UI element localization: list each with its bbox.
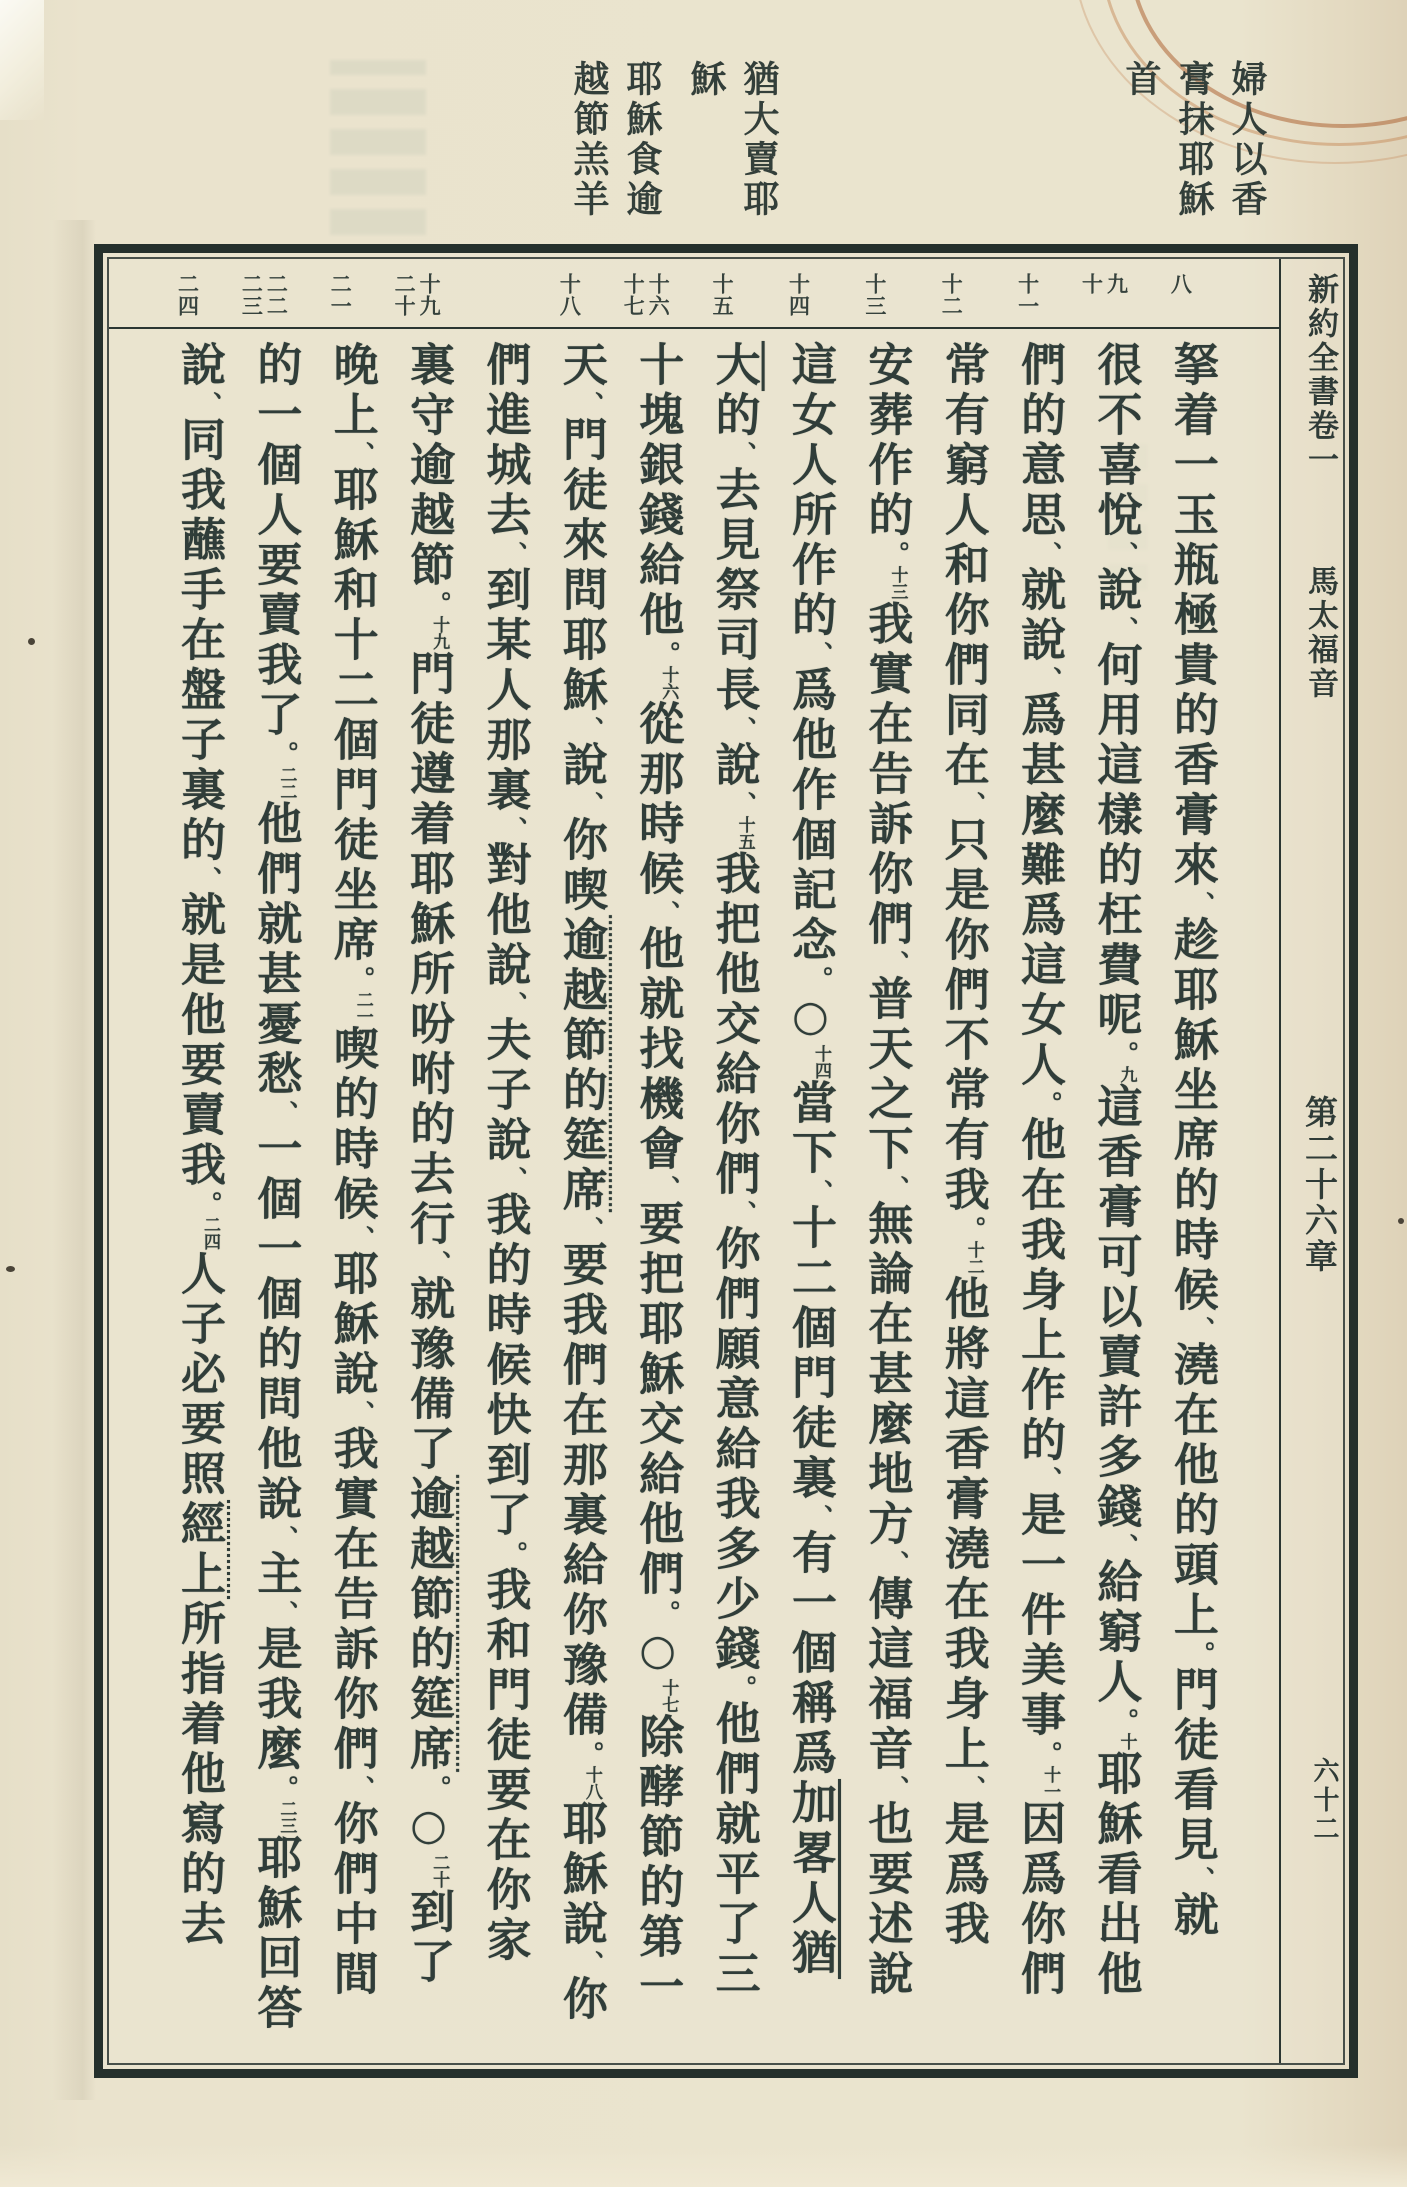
punctuation: 、 (728, 716, 758, 741)
scripture-text: 的一個人要賣我了 (249, 341, 303, 741)
punctuation: 。 (499, 1541, 529, 1566)
scripture-text: 你們願意給我多少錢 (707, 1225, 761, 1675)
scripture-text: 是爲我 (936, 1800, 990, 1950)
punctuation: 、 (499, 1166, 529, 1191)
bleed-through-ghost (330, 60, 426, 235)
page-number: 六十二 (1309, 1757, 1339, 1844)
scripture-text: 普天之下 (860, 975, 914, 1175)
text-column (1156, 341, 1229, 2063)
gospel-title: 馬太福音 (1302, 565, 1338, 701)
scripture-text: 從那時候 (631, 700, 685, 900)
margin-note-column: 猶大賣耶 (738, 60, 779, 220)
punctuation: 、 (1186, 891, 1216, 916)
scripture-text: 同我蘸手在盤子裏的 (173, 416, 226, 866)
text-column (545, 341, 618, 2063)
verse-number: 十三 (862, 273, 887, 317)
ink-speck (28, 638, 35, 645)
scripture-text: 我的時候快到了 (478, 1191, 532, 1541)
punctuation: 、 (957, 1775, 987, 1800)
scripture-text: 只是你們不常有我 (936, 816, 990, 1216)
scripture-text: 耶穌和十二個門徒坐席 (325, 466, 379, 966)
punctuation: 。 (270, 1775, 300, 1800)
page-gutter-shadow (52, 220, 96, 2100)
scripture-text: 這女人所作的 (784, 341, 837, 641)
punctuation: 、 (194, 391, 223, 416)
scripture-text: 因爲你們 (1013, 1800, 1067, 2000)
scripture-text: 們進城去 (478, 341, 532, 541)
verse-number-cell (380, 273, 453, 327)
proper-name-text: 加畧人猶 (784, 1779, 837, 1979)
section-circle: ○ (786, 991, 835, 1045)
punctuation: 、 (1034, 1466, 1064, 1491)
margin-note-column: 穌 (685, 60, 726, 100)
scripture-text: 門徒看見 (1165, 1666, 1219, 1866)
punctuation: 、 (423, 1250, 453, 1275)
text-column (239, 341, 312, 2063)
verse-number: 九 (1104, 273, 1129, 295)
verse-number: 二三 (239, 273, 264, 317)
verse-number: 二十 (392, 273, 417, 317)
scripture-text: 耶穌說 (554, 1800, 608, 1950)
scripture-text: 耶穌回答 (249, 1834, 303, 2034)
punctuation: 。 (575, 1741, 605, 1766)
margin-note-column: 越節羔羊 (568, 60, 609, 220)
text-column (850, 341, 923, 2063)
scripture-text: 十塊銀錢給他 (631, 341, 685, 641)
section-circle: ○ (633, 1625, 683, 1679)
page-bottom-edge (0, 2145, 1407, 2187)
scripture-text: 澆在他的頭上 (1165, 1341, 1219, 1641)
scripture-text: 你 (554, 1975, 608, 2025)
scripture-text: 要把耶穌交給他們 (631, 1200, 685, 1600)
inline-verse-marker: 十七 (658, 1679, 679, 1713)
ink-speck (6, 1266, 15, 1272)
inline-verse-marker: 九 (1116, 1066, 1137, 1083)
scripture-text: 爲甚麼難爲這女人 (1013, 691, 1067, 1091)
margin-note-passover-lamb (566, 60, 663, 220)
page-frame (94, 244, 1358, 2078)
punctuation: 、 (728, 441, 758, 466)
inline-verse-marker: 十二 (963, 1241, 984, 1275)
inline-verse-marker: 二十 (429, 1854, 450, 1888)
chapter-heading: 第二十六章 (1300, 1095, 1339, 1275)
scripture-text: 我和門徒要在你家 (478, 1566, 532, 1966)
scripture-text: 就是他要賣我 (173, 891, 226, 1191)
scripture-text: 說 (707, 741, 761, 791)
scripture-text: 我把他交給你們 (707, 850, 761, 1200)
punctuation: 、 (575, 716, 605, 741)
inline-verse-marker: 十八 (581, 1766, 602, 1800)
punctuation: 。 (652, 641, 682, 666)
margin-note-column: 首 (1120, 60, 1161, 100)
text-column (316, 341, 389, 2063)
scripture-text: 是一件美事 (1013, 1491, 1067, 1741)
verse-number: 十四 (786, 273, 811, 317)
punctuation: 、 (575, 391, 605, 416)
verse-number-cell (762, 273, 835, 327)
scripture-text: 我實在告訴你們 (860, 600, 914, 950)
scripture-text: 耶穌看出他 (1089, 1750, 1143, 2000)
scripture-text: 無論在甚麼地方 (860, 1200, 914, 1550)
scripture-text: 給窮人 (1089, 1558, 1143, 1708)
verse-number-cell (686, 273, 759, 327)
punctuation: 、 (881, 950, 911, 975)
inline-verse-marker: 十三 (887, 566, 908, 600)
margin-note-column: 耶穌食逾 (621, 60, 662, 220)
verse-number-row (109, 259, 1279, 329)
punctuation: 、 (652, 1175, 682, 1200)
punctuation: 、 (270, 1525, 300, 1550)
scripture-text: 人子必要照 (173, 1250, 226, 1500)
verse-number-cell (915, 273, 988, 327)
verse-number-cell (304, 273, 377, 327)
punctuation: 、 (1186, 1316, 1216, 1341)
punctuation: 、 (575, 1216, 605, 1241)
inline-verse-marker: 二三 (276, 1800, 297, 1834)
verse-number: 十七 (621, 273, 646, 317)
scripture-text: 你喫 (554, 816, 608, 916)
scripture-text: 他將這香膏澆在我身上 (936, 1275, 990, 1775)
scripture-text: 對他說 (478, 841, 532, 991)
scripture-text: 當下 (784, 1079, 837, 1179)
scripture-text: 說 (1089, 566, 1143, 616)
scripture-text: 除酵節的第一 (631, 1713, 685, 2013)
verse-number: 十九 (417, 273, 442, 317)
dotted-marked-text: 逾越節的筵席 (554, 916, 608, 1216)
scripture-text: 他在我身上作的 (1013, 1116, 1067, 1466)
inline-verse-marker: 二一 (352, 991, 373, 1025)
verse-number: 十六 (646, 273, 671, 317)
punctuation: 、 (1110, 1533, 1140, 1558)
margin-note-woman-anoints (1118, 60, 1268, 220)
text-column (927, 341, 1000, 2063)
scripture-text: 說 (554, 741, 608, 791)
punctuation: 、 (805, 641, 834, 666)
inline-verse-marker: 二二 (276, 766, 297, 800)
scripture-text: 你們中間 (325, 1800, 379, 2000)
text-columns (109, 331, 1279, 2063)
scripture-text: 他們就甚憂愁 (249, 800, 303, 1100)
punctuation: 、 (346, 441, 376, 466)
punctuation: 、 (805, 1504, 834, 1529)
scripture-text: 到某人那裏 (478, 566, 532, 816)
punctuation: 、 (1034, 666, 1064, 691)
scripture-text: 門徒來問耶穌 (554, 416, 608, 716)
verse-number: 八 (1168, 273, 1193, 295)
text-column (621, 341, 694, 2063)
scripture-text: 裏守逾越節 (402, 341, 456, 591)
punctuation: 。 (881, 541, 911, 566)
scripture-text: 爲他作個記念 (784, 666, 837, 966)
text-column (1003, 341, 1076, 2063)
scripture-text: 的 (707, 391, 761, 441)
scripture-text: 他就找機會 (631, 925, 685, 1175)
scripture-text: 耶穌說 (325, 1250, 379, 1400)
punctuation: 、 (499, 541, 529, 566)
text-column (1080, 341, 1153, 2063)
punctuation: 。 (423, 1775, 453, 1800)
ink-speck (1398, 1218, 1404, 1224)
punctuation: 。 (1034, 1091, 1064, 1116)
verse-number-cell (151, 273, 224, 327)
punctuation: 、 (499, 816, 529, 841)
punctuation: 。 (423, 591, 453, 616)
punctuation: 、 (881, 1550, 911, 1575)
punctuation: 、 (346, 1400, 376, 1425)
scripture-text: 天 (554, 341, 608, 391)
text-column (698, 341, 771, 2063)
punctuation: 、 (1186, 1866, 1216, 1891)
verse-number: 十 (1079, 273, 1104, 295)
verse-number: 十二 (939, 273, 964, 317)
scripture-text: 他們就平了三 (707, 1700, 761, 2000)
verse-number-cell (227, 273, 300, 327)
punctuation: 、 (728, 1200, 758, 1225)
punctuation: 、 (1110, 541, 1140, 566)
punctuation: 。 (957, 1216, 987, 1241)
verse-number-cell (533, 273, 606, 327)
verse-number-cell (609, 273, 682, 327)
punctuation: 。 (1034, 1741, 1064, 1766)
punctuation: 。 (652, 1600, 682, 1625)
scripture-text: 夫子說 (478, 1016, 532, 1166)
scripture-text: 傳這福音 (860, 1575, 914, 1775)
verse-number-cell (838, 273, 911, 327)
punctuation: 、 (346, 1775, 376, 1800)
verse-number-cell (1068, 273, 1141, 327)
adjacent-page-sliver (0, 0, 44, 120)
scripture-text: 有一個稱爲 (784, 1529, 837, 1779)
verse-number: 十一 (1015, 273, 1040, 317)
punctuation: 、 (805, 1179, 834, 1204)
inline-verse-marker: 十一 (1040, 1766, 1061, 1800)
proper-name-text: 大 (707, 341, 761, 391)
title-column (1279, 259, 1343, 2063)
scripture-text: 是我麼 (249, 1625, 303, 1775)
punctuation: 、 (194, 866, 223, 891)
scripture-text: 何用這樣的枉費呢 (1089, 641, 1143, 1041)
verse-number-cell (1144, 273, 1217, 327)
verse-number-cell (457, 273, 530, 327)
scripture-text: 去見祭司長 (707, 466, 761, 716)
text-column (469, 341, 542, 2063)
punctuation: 。 (346, 966, 376, 991)
scripture-text: 安葬作的 (860, 341, 914, 541)
scripture-text: 我實在告訴你們 (325, 1425, 379, 1775)
inline-verse-marker: 十 (1116, 1733, 1137, 1750)
scripture-text: 這香膏可以賣許多錢 (1089, 1083, 1143, 1533)
inline-verse-marker: 十九 (429, 616, 450, 650)
margin-note-column: 膏抹耶穌 (1173, 60, 1214, 220)
text-body (109, 259, 1279, 2063)
punctuation: 。 (194, 1191, 223, 1216)
punctuation: 、 (881, 1175, 911, 1200)
verse-number: 二一 (328, 273, 353, 317)
scripture-text: 們的意思 (1013, 341, 1067, 541)
section-circle: ○ (404, 1800, 454, 1854)
punctuation: 。 (1110, 1041, 1140, 1066)
scripture-text: 說 (173, 341, 226, 391)
scripture-text: 一個一個的問他說 (249, 1125, 303, 1525)
punctuation: 、 (1034, 541, 1064, 566)
inline-verse-marker: 十四 (811, 1045, 831, 1079)
inline-verse-marker: 十五 (734, 816, 755, 850)
scripture-text: 要我們在那裏給你豫備 (554, 1241, 608, 1741)
punctuation: 。 (805, 966, 834, 991)
scripture-text: 就說 (1013, 566, 1067, 666)
punctuation: 、 (575, 791, 605, 816)
punctuation: 、 (270, 1100, 300, 1125)
verse-number: 二二 (264, 273, 289, 317)
punctuation: 、 (728, 791, 758, 816)
scripture-text: 十二個門徒裏 (784, 1204, 837, 1504)
margin-note-column: 婦人以香 (1226, 60, 1267, 220)
punctuation: 、 (499, 991, 529, 1016)
punctuation: 、 (1110, 616, 1140, 641)
punctuation: 。 (1186, 1641, 1216, 1666)
text-column (163, 341, 236, 2063)
text-column (392, 341, 465, 2063)
text-column (774, 341, 847, 2063)
verse-number: 二四 (175, 273, 200, 317)
book-title: 新約全書卷一 (1302, 273, 1338, 477)
dotted-marked-text: 經上 (173, 1500, 226, 1600)
dotted-marked-text: 逾越節的筵席 (402, 1475, 456, 1775)
scripture-text: 常有窮人和你們同在 (936, 341, 990, 791)
scripture-text: 到了 (402, 1888, 456, 1988)
punctuation: 、 (652, 900, 682, 925)
scripture-text: 門徒遵着耶穌所吩咐的去行 (402, 650, 456, 1250)
punctuation: 。 (728, 1675, 758, 1700)
margin-note-judas-sells (683, 60, 780, 220)
scripture-text: 趁耶穌坐席的時候 (1165, 916, 1219, 1316)
punctuation: 、 (881, 1775, 911, 1800)
punctuation: 。 (1110, 1708, 1140, 1733)
scripture-text: 就 (1165, 1891, 1219, 1941)
punctuation: 。 (270, 741, 300, 766)
inline-verse-marker: 十六 (658, 666, 679, 700)
scripture-text: 就豫備了 (402, 1275, 456, 1475)
verse-number: 十五 (710, 273, 735, 317)
scripture-text: 拏着一玉瓶極貴的香膏來 (1165, 341, 1219, 891)
scripture-text: 也要述說 (860, 1800, 914, 2000)
inline-verse-marker: 二四 (200, 1216, 220, 1250)
scripture-text: 很不喜悅 (1089, 341, 1143, 541)
punctuation: 、 (575, 1950, 605, 1975)
scripture-text: 喫的時候 (325, 1025, 379, 1225)
scripture-text: 晚上 (325, 341, 379, 441)
punctuation: 、 (346, 1225, 376, 1250)
verse-number-cell (991, 273, 1064, 327)
scripture-text: 所指着他寫的去 (173, 1600, 226, 1950)
scripture-text: 主 (249, 1550, 303, 1600)
punctuation: 、 (957, 791, 987, 816)
punctuation: 、 (270, 1600, 300, 1625)
verse-number: 十八 (557, 273, 582, 317)
